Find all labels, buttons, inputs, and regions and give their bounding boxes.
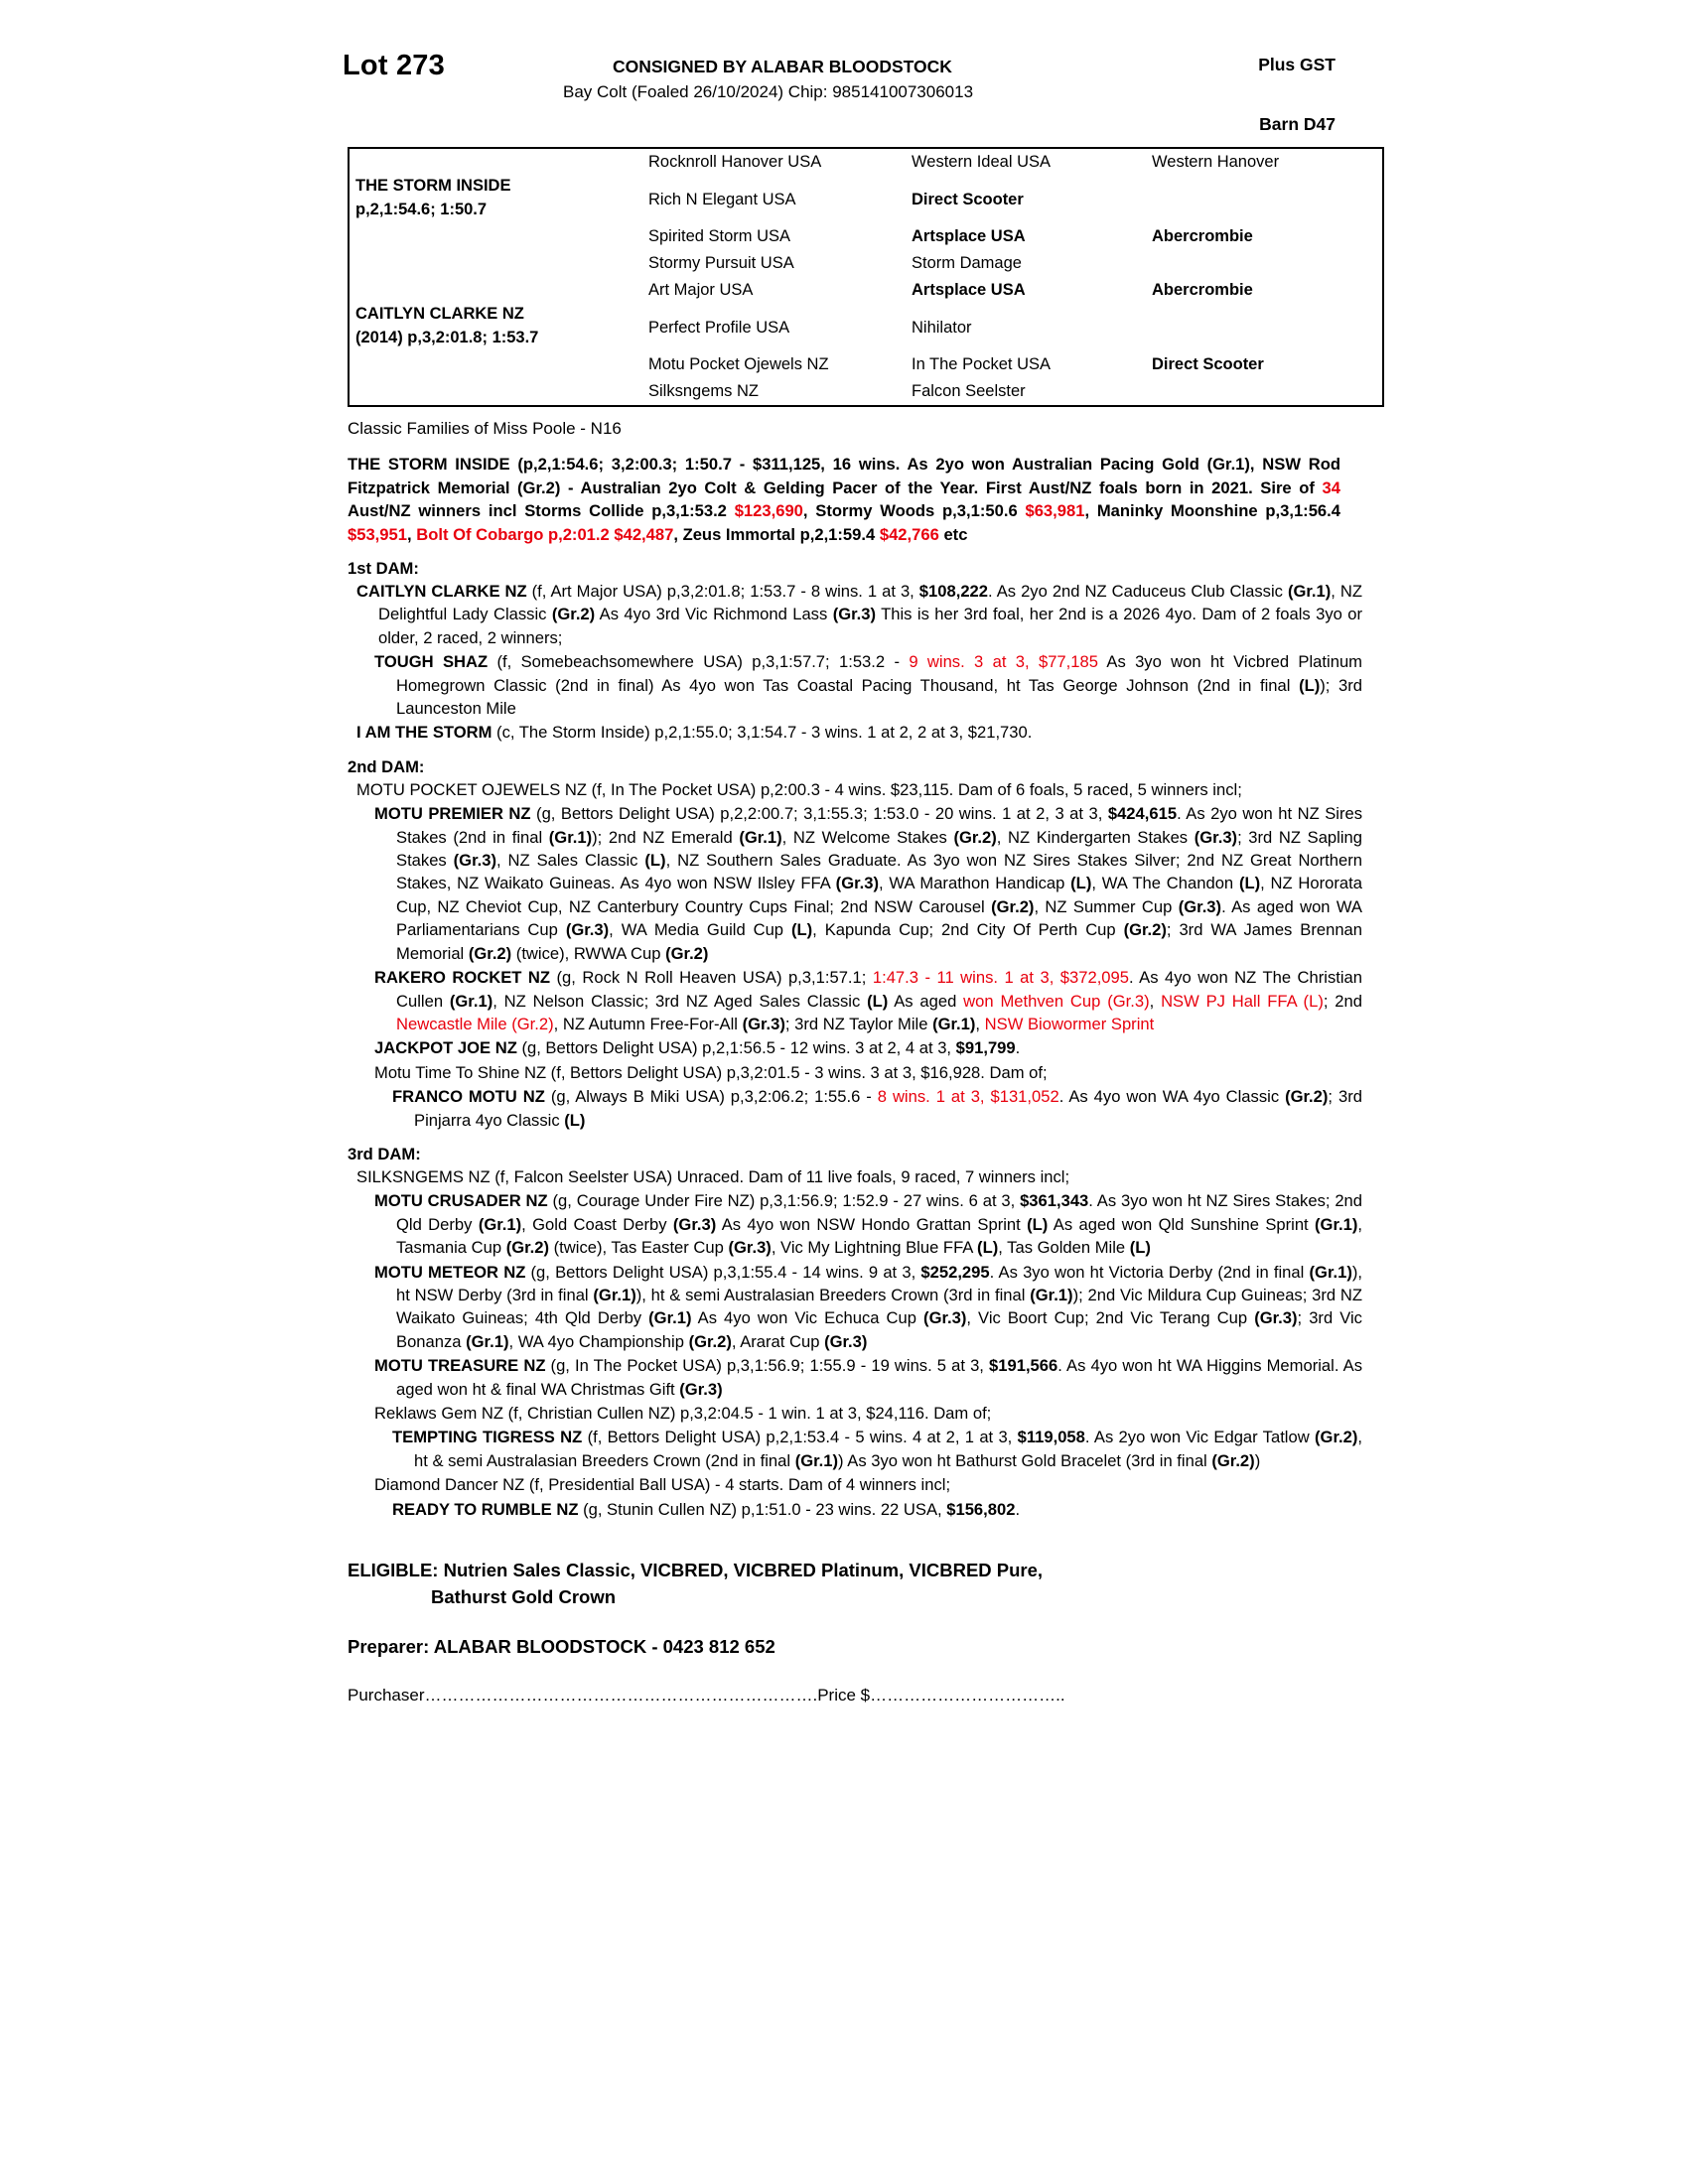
body-text: ,: [975, 1014, 985, 1033]
body-text: ; 2nd: [1323, 991, 1362, 1011]
emphasis-text: (Gr.1): [648, 1308, 692, 1328]
highlight-text: 9 wins. 3 at 3, $77,185: [909, 652, 1098, 672]
body-text: , Vic Boort Cup; 2nd Vic Terang Cup: [966, 1308, 1255, 1328]
body-text: This is her 3rd foal, her 2nd is a 2026 4yo. Dam of 2 foals 3yo or older, 2 raced, 2 winners;: [378, 605, 1363, 647]
body-text: As aged: [888, 991, 964, 1011]
eligible-line2: Bathurst Gold Crown: [431, 1586, 617, 1608]
emphasis-text: (Gr.2): [991, 896, 1035, 916]
body-text: . As 3yo won ht Victoria Derby (2nd in final: [989, 1262, 1310, 1282]
emphasis-text: (Gr.3): [824, 1331, 868, 1351]
emphasis-text: JACKPOT JOE NZ: [374, 1038, 517, 1058]
sire-gen4-4: Storm Damage: [912, 254, 1022, 272]
sire-gen4-2: Direct Scooter: [912, 190, 1024, 208]
emphasis-text: (Gr.3): [835, 874, 880, 893]
body-text: , Kapunda Cup; 2nd City Of Perth Cup: [812, 920, 1124, 940]
emphasis-text: (L): [1238, 874, 1261, 893]
sire-gen4-3: Abercrombie: [1152, 227, 1253, 245]
pedigree-entry: [392, 1085, 1362, 1132]
emphasis-text: (Gr.1): [1309, 1262, 1352, 1282]
emphasis-text: (Gr.1): [1030, 1285, 1073, 1304]
barn-label: Barn D47: [1259, 114, 1336, 134]
body-text: .: [1015, 1499, 1021, 1519]
emphasis-text: $361,343: [1020, 1191, 1089, 1211]
body-text: ): [1254, 1450, 1261, 1470]
body-text: , WA 4yo Championship: [508, 1331, 689, 1351]
emphasis-text: $91,799: [955, 1038, 1016, 1058]
sire-gen3-3: Artsplace USA: [912, 227, 1026, 245]
body-text: (f, Bettors Delight USA) p,2,1:53.4 - 5 wins. 4 at 2, 1 at 3,: [582, 1428, 1018, 1447]
highlight-text: NSW Biowormer Sprint: [984, 1014, 1155, 1033]
body-text: ); 2nd Vic Mildura Cup Guineas; 3rd NZ Waikato Guineas; 4th Qld Derby: [396, 1285, 1362, 1328]
body-text: MOTU POCKET OJEWELS NZ (f, In The Pocket USA) p,2:00.3 - 4 wins. $23,115. Dam of 6 foals, 5 raced, 5 winners incl;: [356, 779, 1242, 799]
body-text: ); 2nd NZ Emerald: [592, 827, 740, 847]
body-text: (twice), RWWA Cup: [511, 943, 666, 963]
body-text: , Maninky Moonshine p,3,1:56.4: [1084, 501, 1341, 520]
pedigree-entry: [374, 1354, 1362, 1401]
body-text: , NZ Sales Classic: [496, 851, 645, 871]
lot-number: Lot 273: [343, 50, 445, 81]
body-text: , Zeus Immortal p,2,1:59.4: [673, 524, 880, 544]
emphasis-text: (Gr.2): [468, 943, 512, 963]
body-text: (g, In The Pocket USA) p,3,1:56.9; 1:55.9 - 19 wins. 5 at 3,: [545, 1356, 990, 1376]
sire-gen3-4: Stormy Pursuit USA: [648, 254, 794, 272]
sire-name: THE STORM INSIDE: [355, 177, 511, 195]
emphasis-text: MOTU METEOR NZ: [374, 1262, 526, 1282]
highlight-text: $123,690: [734, 501, 803, 520]
pedigree-entry: [356, 721, 1362, 744]
emphasis-text: (Gr.2): [665, 943, 709, 963]
body-text: , Gold Coast Derby: [521, 1214, 673, 1234]
highlight-text: won Methven Cup (Gr.3): [963, 991, 1150, 1011]
emphasis-text: $424,615: [1107, 804, 1178, 824]
emphasis-text: I AM THE STORM: [356, 723, 492, 743]
dam-gen2-2: Motu Pocket Ojewels NZ: [648, 355, 829, 373]
body-text: Diamond Dancer NZ (f, Presidential Ball USA) - 4 starts. Dam of 4 winners incl;: [374, 1475, 951, 1495]
sire-gen3-1: Western Ideal USA: [912, 153, 1052, 171]
body-text: (f, Art Major USA) p,3,2:01.8; 1:53.7 - 8 wins. 1 at 3,: [526, 582, 919, 601]
emphasis-text: (L): [977, 1238, 999, 1258]
pedigree-entry: [374, 802, 1362, 965]
sire-gen3-2: Rich N Elegant USA: [648, 190, 796, 208]
body-text: (f, Somebeachsomewhere USA) p,3,1:57.7; 1:53.2 -: [488, 652, 910, 672]
body-text: ), ht NSW Derby (3rd in final: [396, 1262, 1362, 1304]
body-text: Motu Time To Shine NZ (f, Bettors Delight USA) p,3,2:01.5 - 3 wins. 3 at 3, $16,928. Dam of;: [374, 1062, 1048, 1082]
emphasis-text: (Gr.2): [551, 605, 596, 624]
emphasis-text: (Gr.1): [794, 1450, 839, 1470]
pedigree-entry: [356, 778, 1362, 801]
emphasis-text: (Gr.2): [688, 1331, 732, 1351]
emphasis-text: (L): [867, 991, 889, 1011]
emphasis-text: (Gr.3): [679, 1379, 723, 1399]
body-text: ); 3rd Launceston Mile: [396, 675, 1363, 719]
pedigree-entry: [356, 1165, 1362, 1188]
body-text: , Stormy Woods p,3,1:50.6: [802, 501, 1026, 520]
sire-name-cell: [349, 148, 642, 223]
body-text: As aged won Qld Sunshine Sprint: [1048, 1214, 1316, 1234]
emphasis-text: (Gr.1): [466, 1331, 509, 1351]
emphasis-text: (Gr.2): [1285, 1087, 1329, 1107]
body-text: (g, Bettors Delight USA) p,2,2:00.7; 3,1:55.3; 1:53.0 - 20 wins. 1 at 2, 3 at 3,: [530, 804, 1108, 824]
highlight-text: Bolt Of Cobargo p,2:01.2 $42,487: [416, 524, 674, 544]
emphasis-text: $156,802: [946, 1499, 1016, 1519]
body-text: ; 3rd NZ Taylor Mile: [784, 1014, 933, 1033]
emphasis-text: MOTU PREMIER NZ: [374, 804, 531, 824]
body-text: , Vic My Lightning Blue FFA: [771, 1238, 978, 1258]
first-dam-heading: 1st DAM:: [348, 559, 419, 578]
pedigree-entry: [374, 1473, 1362, 1496]
body-text: . As 2yo won ht NZ Sires Stakes (2nd in final: [396, 804, 1363, 847]
body-text: As 4yo 3rd Vic Richmond Lass: [595, 605, 833, 624]
dam-gen2-1: Art Major USA: [648, 281, 754, 299]
pedigree-entry: [374, 1061, 1362, 1084]
page-content: [343, 45, 1363, 1706]
emphasis-text: (Gr.1): [1287, 582, 1332, 601]
emphasis-text: (Gr.1): [593, 1285, 636, 1304]
body-text: (g, Rock N Roll Heaven USA) p,3,1:57.1;: [550, 968, 873, 988]
emphasis-text: MOTU CRUSADER NZ: [374, 1191, 548, 1211]
body-text: (g, Courage Under Fire NZ) p,3,1:56.9; 1:52.9 - 27 wins. 6 at 3,: [547, 1191, 1021, 1211]
highlight-text: 34: [1322, 478, 1340, 497]
body-text: , NZ Autumn Free-For-All: [553, 1014, 743, 1033]
page-header: [343, 45, 1340, 139]
pedigree-entry: [392, 1426, 1362, 1472]
dam-gen3-1: Artsplace USA: [912, 281, 1026, 299]
body-text: ; 3rd Pinjarra 4yo Classic: [414, 1087, 1362, 1130]
highlight-text: NSW PJ Hall FFA (L): [1161, 991, 1324, 1011]
body-text: ,: [1149, 991, 1162, 1011]
pedigree-entry: [356, 580, 1362, 649]
emphasis-text: CAITLYN CLARKE NZ: [356, 582, 527, 601]
emphasis-text: (Gr.1): [932, 1014, 976, 1033]
emphasis-text: $252,295: [920, 1262, 990, 1282]
emphasis-text: (Gr.1): [478, 1214, 522, 1234]
body-text: (g, Stunin Cullen NZ) p,1:51.0 - 23 wins. 22 USA,: [578, 1499, 947, 1519]
dam-gen4-2: Nihilator: [912, 318, 972, 337]
body-text: , NZ Summer Cup: [1034, 896, 1179, 916]
body-text: , Tas Golden Mile: [998, 1238, 1130, 1258]
emphasis-text: $119,058: [1017, 1428, 1085, 1447]
emphasis-text: (Gr.3): [832, 605, 877, 624]
body-text: . As 4yo won ht WA Higgins Memorial. As aged won ht & final WA Christmas Gift: [396, 1356, 1362, 1399]
emphasis-text: (Gr.3): [1178, 896, 1222, 916]
emphasis-text: $108,222: [918, 582, 989, 601]
body-text: (g, Bettors Delight USA) p,2,1:56.5 - 12 wins. 3 at 2, 4 at 3,: [516, 1038, 956, 1058]
dam-gen4-4: Falcon Seelster: [912, 382, 1026, 400]
consignor-line: CONSIGNED BY ALABAR BLOODSTOCK: [613, 57, 952, 76]
emphasis-text: (Gr.3): [453, 851, 496, 871]
emphasis-text: (Gr.3): [1254, 1308, 1298, 1328]
emphasis-text: (L): [790, 920, 813, 940]
emphasis-text: (Gr.3): [1194, 827, 1238, 847]
body-text: ,: [406, 524, 417, 544]
body-text: As 3yo won ht Vicbred Platinum Homegrown Classic (2nd in final) As 4yo won Tas Coastal Pacing Thousand, ht Tas George Johnson (2nd in final: [396, 652, 1362, 695]
emphasis-text: (Gr.1): [1315, 1214, 1358, 1234]
body-text: ) As 3yo won ht Bathurst Gold Bracelet (3rd in final: [838, 1450, 1212, 1470]
body-text: (g, Bettors Delight USA) p,3,1:55.4 - 14 wins. 9 at 3,: [525, 1262, 921, 1282]
body-text: , Tasmania Cup: [396, 1214, 1362, 1258]
body-text: SILKSNGEMS NZ (f, Falcon Seelster USA) Unraced. Dam of 11 live foals, 9 raced, 7 winners incl;: [356, 1166, 1070, 1186]
body-text: Aust/NZ winners incl Storms Collide p,3,1:53.2: [348, 501, 735, 520]
emphasis-text: (Gr.2): [1211, 1450, 1255, 1470]
dam-name-cell: [349, 277, 642, 351]
emphasis-text: (Gr.3): [728, 1238, 772, 1258]
third-dam-heading: 3rd DAM:: [348, 1144, 421, 1163]
pedigree-entry: [374, 650, 1362, 720]
body-text: . As 2yo 2nd NZ Caduceus Club Classic: [988, 582, 1288, 601]
emphasis-text: (Gr.3): [923, 1308, 967, 1328]
body-text: , Ararat Cup: [731, 1331, 825, 1351]
eligible-section: [348, 1557, 1340, 1610]
emphasis-text: (L): [1299, 675, 1321, 695]
dam-name: CAITLYN CLARKE NZ: [355, 305, 524, 323]
sire-gen2-1: Rocknroll Hanover USA: [648, 153, 822, 171]
dam-gen4-3: Direct Scooter: [1152, 355, 1264, 373]
body-text: (c, The Storm Inside) p,2,1:55.0; 3,1:54.7 - 3 wins. 1 at 2, 2 at 3, $21,730.: [492, 723, 1033, 743]
body-text: . As 3yo won ht NZ Sires Stakes; 2nd Qld Derby: [396, 1191, 1362, 1234]
sire-spacer-cell: [349, 223, 642, 277]
pedigree-entry: [374, 966, 1362, 1035]
emphasis-text: TEMPTING TIGRESS NZ: [392, 1428, 583, 1447]
third-dam-block: [343, 1165, 1362, 1521]
highlight-text: 1:47.3 - 11 wins. 1 at 3, $372,095: [872, 968, 1129, 988]
dam-gen3-2: Perfect Profile USA: [648, 318, 790, 337]
highlight-text: $63,981: [1025, 501, 1085, 520]
emphasis-text: FRANCO MOTU NZ: [392, 1087, 545, 1107]
dam-gen4-1: Abercrombie: [1152, 281, 1253, 299]
pedigree-entry: [374, 1402, 1362, 1425]
emphasis-text: MOTU TREASURE NZ: [374, 1356, 546, 1376]
body-text: , WA Marathon Handicap: [879, 874, 1071, 893]
body-text: As 4yo won Vic Echuca Cup: [691, 1308, 924, 1328]
body-text: . As aged won WA Parliamentarians Cup: [396, 896, 1362, 940]
highlight-text: 8 wins. 1 at 3, $131,052: [877, 1087, 1059, 1107]
purchaser-line: Purchaser…………………………………………………………….Price $……………………………..: [348, 1686, 1065, 1706]
emphasis-text: (L): [1027, 1214, 1049, 1234]
body-text: , NZ Southern Sales Graduate. As 3yo won NZ Sires Stakes Silver; 2nd NZ Great Northern Stakes, NZ Waikato Guineas. As 4yo won NSW Ilsley FFA: [396, 851, 1363, 893]
emphasis-text: (Gr.2): [505, 1238, 550, 1258]
emphasis-text: READY TO RUMBLE NZ: [392, 1499, 579, 1519]
sire-record: p,2,1:54.6; 1:50.7: [355, 201, 488, 218]
emphasis-text: (L): [1070, 874, 1092, 893]
dam-gen3-4: Silksngems NZ: [648, 382, 759, 400]
body-text: . As 4yo won NZ The Christian Cullen: [396, 968, 1362, 1011]
preparer-line: Preparer: ALABAR BLOODSTOCK - 0423 812 652: [348, 1636, 775, 1658]
body-text: .: [1015, 1038, 1021, 1058]
sire-gen2-2: Spirited Storm USA: [648, 227, 791, 245]
body-text: ; 3rd Vic Bonanza: [396, 1308, 1362, 1351]
body-text: , NZ Nelson Classic; 3rd NZ Aged Sales Classic: [492, 991, 868, 1011]
dam-spacer-cell: [349, 351, 642, 406]
emphasis-text: (Gr.1): [548, 827, 593, 847]
body-text: , NZ Kindergarten Stakes: [996, 827, 1195, 847]
emphasis-text: TOUGH SHAZ: [374, 652, 489, 672]
emphasis-text: (Gr.2): [1123, 920, 1167, 940]
highlight-text: Newcastle Mile (Gr.2): [396, 1014, 554, 1033]
emphasis-text: (Gr.3): [672, 1214, 717, 1234]
first-dam-block: [343, 580, 1363, 745]
body-text: ; 3rd NZ Sapling Stakes: [396, 827, 1362, 871]
emphasis-text: (Gr.3): [742, 1014, 785, 1033]
emphasis-text: (L): [564, 1110, 586, 1130]
highlight-text: $42,766: [879, 524, 939, 544]
body-text: . As 2yo won Vic Edgar Tatlow: [1084, 1428, 1316, 1447]
emphasis-text: (L): [1129, 1238, 1151, 1258]
body-text: ), ht & semi Australasian Breeders Crown (3rd in final: [635, 1285, 1031, 1304]
body-text: Reklaws Gem NZ (f, Christian Cullen NZ) p,3,2:04.5 - 1 win. 1 at 3, $24,116. Dam of;: [374, 1404, 992, 1423]
dam-gen3-3: In The Pocket USA: [912, 355, 1052, 373]
emphasis-text: (Gr.1): [739, 827, 782, 847]
animal-description: Bay Colt (Foaled 26/10/2024) Chip: 985141007306013: [563, 82, 974, 101]
emphasis-text: (L): [644, 851, 666, 871]
body-text: THE STORM INSIDE (p,2,1:54.6; 3,2:00.3; 1:50.7 - $311,125, 16 wins. As 2yo won Australian Pacing Gold (Gr.1), NSW Rod Fitzpatrick Memorial (Gr.2) - Australian 2yo Colt & Gelding Pacer of the Year. First Aust/NZ foals born in 2021. Sire of: [348, 455, 1340, 497]
pedigree-entry: [392, 1498, 1362, 1521]
body-text: (g, Always B Miki USA) p,3,2:06.2; 1:55.6 -: [544, 1087, 878, 1107]
second-dam-heading: 2nd DAM:: [348, 756, 425, 776]
body-text: , WA Media Guild Cup: [609, 920, 791, 940]
body-text: . As 4yo won WA 4yo Classic: [1058, 1087, 1286, 1107]
emphasis-text: (Gr.2): [953, 827, 997, 847]
body-text: , NZ Delightful Lady Classic: [378, 582, 1363, 624]
body-text: etc: [938, 524, 968, 544]
body-text: , NZ Hororata Cup, NZ Cheviot Cup, NZ Canterbury Country Cups Final; 2nd NSW Carousel: [396, 874, 1362, 916]
plus-gst-label: Plus GST: [1258, 55, 1336, 74]
second-dam-block: [343, 778, 1363, 1132]
sire-gen4-1: Western Hanover: [1152, 153, 1280, 171]
emphasis-text: (Gr.3): [565, 920, 610, 940]
body-text: (twice), Tas Easter Cup: [549, 1238, 729, 1258]
body-text: As 4yo won NSW Hondo Grattan Sprint: [716, 1214, 1028, 1234]
body-text: , NZ Welcome Stakes: [781, 827, 954, 847]
emphasis-text: (Gr.1): [449, 991, 493, 1011]
pedigree-entry: [374, 1036, 1362, 1059]
highlight-text: $53,951: [348, 524, 407, 544]
body-text: , WA The Chandon: [1091, 874, 1239, 893]
pedigree-entry: [374, 1261, 1362, 1354]
emphasis-text: $191,566: [989, 1356, 1058, 1376]
pedigree-entry: [374, 1189, 1362, 1259]
classic-families: Classic Families of Miss Poole - N16: [348, 419, 622, 438]
pedigree-table: [348, 147, 1340, 407]
emphasis-text: (Gr.2): [1315, 1428, 1358, 1447]
body-text: ; 3rd WA James Brennan Memorial: [396, 920, 1363, 963]
eligible-line1: ELIGIBLE: Nutrien Sales Classic, VICBRED, VICBRED Platinum, VICBRED Pure,: [348, 1560, 1044, 1581]
body-text: , ht & semi Australasian Breeders Crown (2nd in final: [414, 1428, 1362, 1470]
sire-summary: [348, 453, 1340, 546]
dam-record: (2014) p,3,2:01.8; 1:53.7: [355, 329, 539, 346]
emphasis-text: RAKERO ROCKET NZ: [374, 968, 551, 988]
